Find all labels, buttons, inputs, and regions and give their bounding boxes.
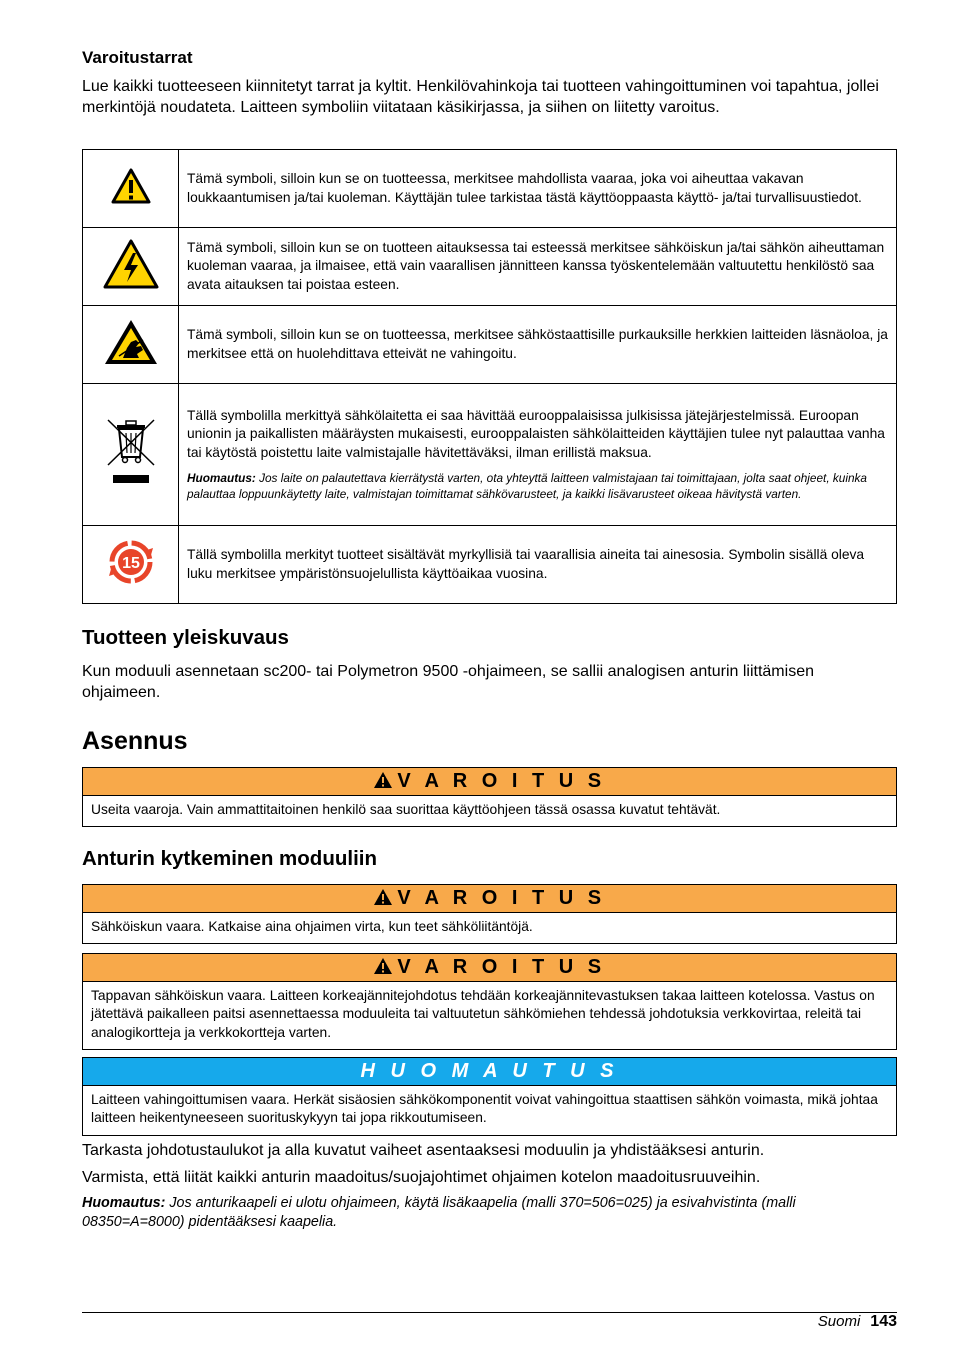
note-text: Jos laite on palautettava kierrätystä varten, ota yhteyttä laitteen valmistajaan tai toimittajaan, jolta saat ohjeet, kuinka palauttaa loppuunkäytetty laite, valmistajan toimittamat sähkövarusteet, ja kaikki lisävarusteet oikeaa hävitystä varten. (187, 470, 867, 501)
warning-box (82, 767, 897, 827)
symbol-description: Tämä symboli, silloin kun se on tuotteessa, merkitsee sähköstaattisille purkauksille herkkien laitteiden läsnäoloa, ja merkitsee että on huolehdittava etteivät ne vahingoitu. (179, 306, 897, 384)
footer-language: Suomi (817, 1313, 861, 1330)
symbol-description: Tämä symboli, silloin kun se on tuotteessa, merkitsee mahdollista vaaraa, joka voi aiheuttaa vakavan loukkaantumisen ja/tai kuoleman. Käyttäjän tulee tarkistaa tästä käyttöoppaasta käyttö- ja/tai turvallisuustiedot. (179, 150, 897, 228)
electrical-hazard-icon (103, 239, 159, 289)
symbol-description: Tämä symboli, silloin kun se on tuotteen aitauksessa tai esteessä merkitsee sähköiskun ja/tai sähkön aiheuttaman kuoleman vaaraa, ja ilmaisee, että vain vaarallisen jännitteen kanssa työskentelemään valtuutettu henkilöstö saa avata aitauksen tai poistaa esteen. (179, 228, 897, 306)
warning-box (82, 884, 897, 944)
warning-box (82, 953, 897, 1050)
warning-text: Tappavan sähköiskun vaara. Laitteen korkeajännitejohdotus tehdään korkeajännitevastuksen takaa laitteen kotelossa. Vastus on jätettävä paikalleen paitsi asennettaessa moduuleita tai valtuutetun sähkömiehen tehdessä johdotuksia verkkovirtaa, releitä tai analogikortteja ja verkkokortteja varten. (91, 988, 875, 1040)
note-text: Jos anturikaapeli ei ulotu ohjaimeen, käytä lisäkaapelia (malli 370=506=025) ja esivahvistinta (malli 08350=A=8000) pidentääksesi kaapelia. (82, 1195, 796, 1230)
table-row (83, 306, 897, 384)
warning-icon (373, 888, 393, 906)
symbol-description: Tällä symbolilla merkityt tuotteet sisältävät myrkyllisiä tai vaarallisia aineita tai ainesosia. Symbolin sisällä oleva luku merkitsee ympäristönsuojelullista käyttöaikaa vuosina. (179, 526, 897, 604)
warning-triangle-icon (111, 168, 151, 204)
overview-text: Kun moduuli asennetaan sc200- tai Polymetron 9500 -ohjaimeen, se sallii analogisen anturin liittämisen ohjaimeen. (82, 663, 814, 701)
table-row (83, 228, 897, 306)
symbol-table (82, 149, 897, 604)
warning-icon (373, 957, 393, 975)
warning-label: V A R O I T U S (397, 770, 606, 792)
notice-text: Laitteen vahingoittumisen vaara. Herkät sisäosien sähkökomponentit voivat vahingoittua staattisen sähkön voimasta, mikä johtaa laitteen heikentyneeseen suorituskykyyn tai jopa rikkoutumiseen. (91, 1092, 878, 1126)
table-row (83, 384, 897, 526)
section-heading-overview: Tuotteen yleiskuvaus (82, 626, 289, 649)
symbol-description: Tällä symbolilla merkittyä sähkölaitetta ei saa hävittää eurooppalaisissa julkisissa jätejärjestelmissä. Euroopan unionin ja paikallisten määräysten mukaisesti, eurooppalaisten sähkölaitteiden käyttäjien tulee nyt palauttaa vanha tai käytöstä poistettu laite valmistajalle hävitettäväksi, ilman erillistä maksua. (187, 408, 885, 460)
instruction-paragraph: Tarkasta johdotustaulukot ja alla kuvatut vaiheet asentaaksesi moduulin ja yhdistääksesi anturin. (82, 1142, 765, 1159)
section-heading-warning-labels: Varoitustarrat (82, 48, 193, 67)
notice-label: H U O M A U T U S (83, 1058, 896, 1086)
section-heading-installation: Asennus (82, 727, 188, 755)
table-row (83, 526, 897, 604)
cable-note (82, 1194, 897, 1232)
weee-bin-icon (104, 417, 158, 487)
note-label: Huomautus: (82, 1195, 166, 1211)
warning-text: Useita vaaroja. Vain ammattitaitoinen henkilö saa suorittaa käyttöohjeen tässä osassa kuvatut tehtävät. (91, 802, 721, 817)
instruction-paragraph: Varmista, että liität kaikki anturin maadoitus/suojajohtimet ohjaimen kotelon maadoitusruuveihin. (82, 1169, 761, 1186)
footer-divider (82, 1312, 897, 1313)
warning-icon (373, 771, 393, 789)
epup-number: 15 (121, 555, 140, 572)
warning-label: V A R O I T U S (397, 956, 606, 978)
warning-labels-intro: Lue kaikki tuotteeseen kiinnitetyt tarrat ja kyltit. Henkilövahinkoja tai tuotteen vahingoittuminen voi tapahtua, jollei merkintöjä noudateta. Laitteen symboliin viitataan käsikirjassa, ja siihen on liitetty varoitus. (82, 78, 879, 116)
epup-15-icon (107, 538, 155, 586)
page-footer (818, 1313, 897, 1331)
esd-icon (103, 318, 159, 366)
table-row (83, 150, 897, 228)
weee-note (187, 470, 888, 502)
page-number: 143 (870, 1313, 897, 1330)
note-label: Huomautus: (187, 470, 256, 485)
warning-label: V A R O I T U S (397, 887, 606, 909)
section-heading-sensor: Anturin kytkeminen moduuliin (82, 847, 377, 870)
notice-box (82, 1057, 897, 1136)
warning-text: Sähköiskun vaara. Katkaise aina ohjaimen virta, kun teet sähköliitäntöjä. (91, 919, 533, 934)
